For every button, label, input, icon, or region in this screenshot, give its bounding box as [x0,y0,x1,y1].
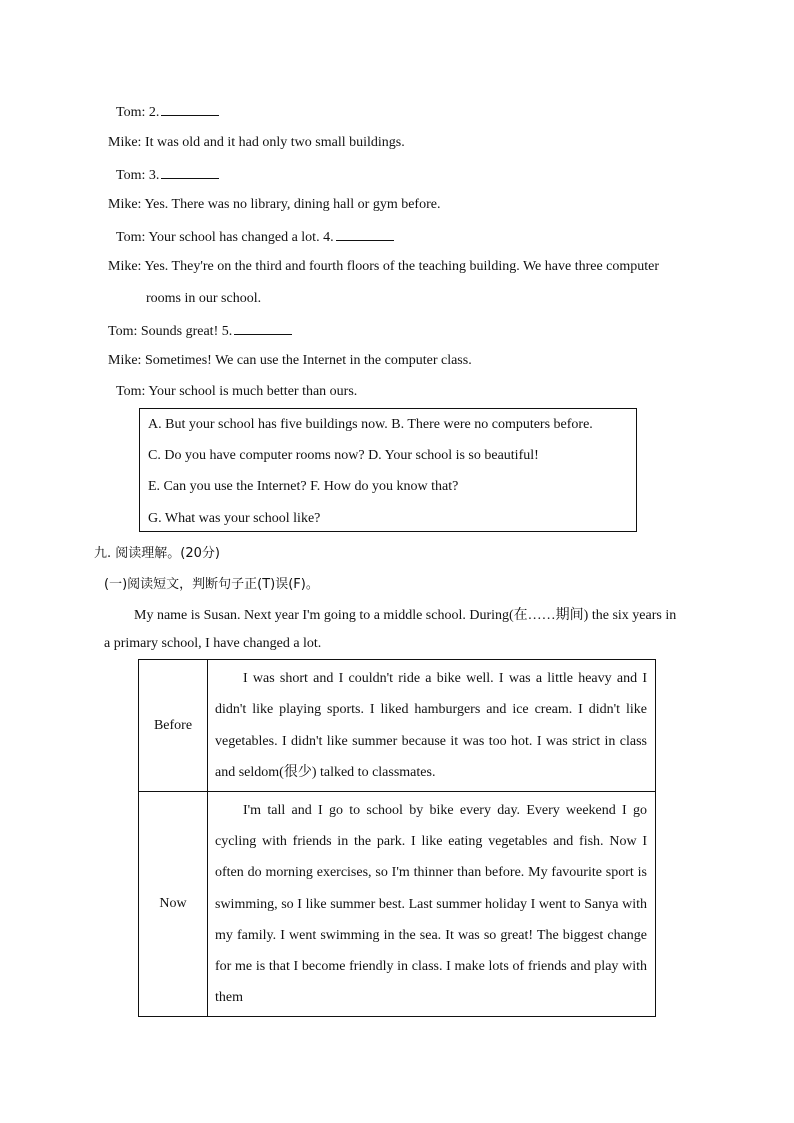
speaker-label: Mike: [108,135,142,150]
comparison-table [138,659,656,1017]
dialogue-text: Yes. There was no library, dining hall or gym before. [144,197,441,212]
speaker-label: Tom: [116,384,146,399]
dialogue-line-tom-3 [116,166,219,184]
dialogue-text: Your school is much better than ours. [148,384,358,399]
speaker-label: Tom: [116,230,146,245]
dialogue-text: Your school has changed a lot. 4. [148,230,334,245]
speaker-label: Tom: [116,168,146,183]
option-row-cd: C. Do you have computer rooms now? D. Your school is so beautiful! [148,448,539,463]
dialogue-text: Yes. They're on the third and fourth floors of the teaching building. We have three computer [144,259,660,274]
now-text: I'm tall and I go to school by bike every day. Every weekend I go cycling with friends in the park. I like eating vegetables and fish. Now I often do morning exercises, so I'm thinner than before. My favourite sport is swimming, so I like summer best. Last summer holiday I went to Sanya with my family. I went swimming in the sea. It was so great! The biggest change for me is that I become friendly in class. I make lots of friends and play with them [208,792,656,1017]
dialogue-line-mike-3 [108,259,659,275]
option-row-ef: E. Can you use the Internet? F. How do you know that? [148,479,459,494]
dialogue-text: 3. [148,168,160,183]
dialogue-line-tom-2 [116,103,219,121]
row-label-now: Now [139,792,208,1017]
dialogue-text: Sounds great! 5. [140,324,233,339]
table-row [139,792,656,1017]
speaker-label: Mike: [108,197,142,212]
option-row-ab: A. But your school has five buildings now. B. There were no computers before. [148,417,593,432]
before-text: I was short and I couldn't ride a bike well. I was a little heavy and I didn't like playing sports. I liked hamburgers and ice cream. I didn't like vegetables. I didn't like summer because it was too hot. I was strict in class and seldom(很少) talked to classmates. [208,660,656,792]
dialogue-line-tom-6 [116,384,357,400]
row-label-before: Before [139,660,208,792]
table-row [139,660,656,792]
options-box [139,408,637,532]
dialogue-line-mike-2 [108,197,440,213]
speaker-label: Tom: [116,105,146,120]
speaker-label: Mike: [108,259,142,274]
speaker-label: Tom: [108,324,138,339]
answer-blank[interactable] [161,166,219,179]
dialogue-continuation: rooms in our school. [146,291,262,306]
dialogue-line-mike-4 [108,353,472,369]
passage-line-2: a primary school, I have changed a lot. [104,636,322,651]
section-title: 九. 阅读理解。(20分) [94,546,220,561]
dialogue-line-tom-4 [116,228,394,246]
speaker-label: Mike: [108,353,142,368]
dialogue-text: It was old and it had only two small buildings. [144,135,405,150]
answer-blank[interactable] [234,322,292,335]
section-subtitle: (一)阅读短文，判断句子正(T)误(F)。 [104,577,319,592]
passage-line-1: My name is Susan. Next year I'm going to a middle school. During(在……期间) the six years in [134,608,677,623]
dialogue-line-mike-1 [108,135,405,151]
answer-blank[interactable] [161,103,219,116]
dialogue-text: Sometimes! We can use the Internet in the computer class. [144,353,472,368]
option-row-g: G. What was your school like? [148,511,321,526]
answer-blank[interactable] [336,228,394,241]
dialogue-line-tom-5 [108,322,292,340]
dialogue-text: 2. [148,105,160,120]
